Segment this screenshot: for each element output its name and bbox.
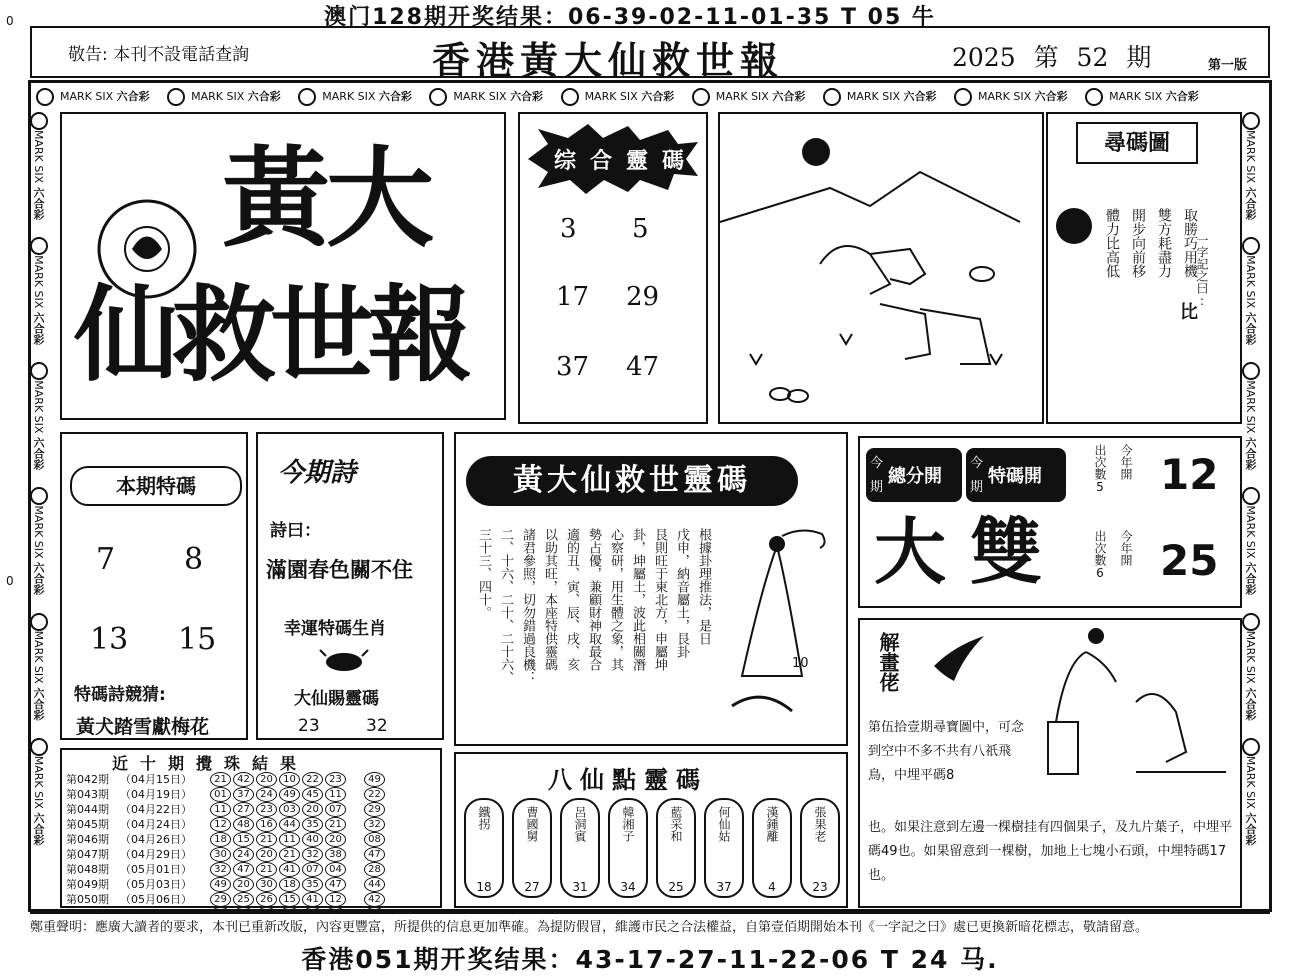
immortal-card: 韓湘子 34 [608,798,648,898]
riddle-text-2: 也。如果注意到左邊一棵樹挂有四個果子，及九片葉子，中埋平碼49也。如果留意到一棵樹，加地上七塊小石頭，中埋特碼17也。 [868,820,1233,883]
special-number: 7 [96,542,116,577]
flower-icon [429,88,447,106]
flower-icon [561,88,579,106]
flower-icon [167,88,185,106]
spirit-title: 黃大仙救世靈碼 [466,456,798,506]
lingma-number: 17 [556,282,590,312]
brush-stroke-icon [924,626,1014,690]
flower-icon [30,613,48,631]
lingma-number: 47 [626,352,660,382]
search-poem: 體力比高低 開步向前移 雙方耗盡力 取勝巧用機 [1104,208,1198,278]
special-panel [60,432,248,740]
table-row: 第050期 （05月06日） 29 25 26 15 41 12 42 [66,892,440,907]
table-row: 第048期 （05月01日） 32 47 21 41 07 04 28 [66,862,440,877]
immortal-card: 曹國舅 27 [512,798,552,898]
search-code-panel [1046,112,1242,424]
eight-title: 八仙點靈碼 [548,766,708,794]
flower-icon [1242,613,1260,631]
logo-panel [60,112,506,420]
ox-icon [320,646,368,676]
flower-icon [954,88,972,106]
double-result: 雙 [970,509,1043,594]
stat-count: 出次數5 [1093,444,1107,494]
gift-label: 大仙賜靈碼 [294,689,379,709]
footer-statement: 鄭重聲明：應廣大讀者的要求，本刊已重新改版，內容更豐富，所提供的信息更加準確。為提防假冒，維護市民之合法權益，自第壹佰期開始本刊《一字記之曰》處已更換新暗花標志，敬請留意。 [30,912,1270,942]
flower-icon [1242,112,1260,130]
total-open-badge: 今 期 總分開 [866,448,962,502]
open-panel [858,436,1242,608]
flower-icon [30,362,48,380]
lingma-panel [518,112,708,424]
lingma-number: 5 [632,214,649,244]
table-row: 第047期 （04月29日） 30 24 20 21 32 38 47 [66,847,440,862]
table-row: 第043期 （04月19日） 01 37 24 49 45 11 22 [66,787,440,802]
poem-title: 今期詩 [278,458,357,488]
gift-number: 32 [366,716,388,736]
special-number: 8 [184,542,204,577]
stat-count: 出次數6 [1093,530,1107,580]
history-title: 近十期攪珠結果 [112,754,309,773]
table-row: 第044期 （04月22日） 11 27 23 03 20 07 29 [66,802,440,817]
immortal-card: 呂洞賓 31 [560,798,600,898]
history-table [66,772,440,922]
figure-number: 10 [792,656,809,671]
search-answer: 比 [1180,302,1198,323]
special-number: 15 [178,622,217,657]
flower-icon [1085,88,1103,106]
guess-label: 特碼詩競猜: [74,685,166,705]
stat-number: 12 [1160,450,1219,499]
search-hint: 一字記之曰: [1195,234,1209,308]
issue-number: 52 [1076,43,1109,72]
poem-label: 詩曰： [270,521,321,541]
table-row: 第049期 （05月03日） 49 20 30 18 35 47 44 [66,877,440,892]
guess-text: 黃犬踏雪獻梅花 [76,716,210,738]
bottom-result-banner: 香港051期开奖结果：43-17-27-11-22-06 T 24 马. [301,945,999,974]
lingma-number: 3 [560,214,577,244]
lingma-number: 37 [556,352,590,382]
lingma-title: 综合靈碼 [554,149,699,174]
immortal-card: 漢鍾離 4 [752,798,792,898]
table-row: 第045期 （04月24日） 12 48 16 44 35 21 32 [66,817,440,832]
search-title: 尋碼圖 [1076,122,1198,164]
side-number: 0 [6,14,14,28]
table-row: 第042期 （04月15日） 21 42 20 10 22 23 49 [66,772,440,787]
flower-icon [1242,738,1260,756]
mark-six-strip-right: MARK SIX 六合彩 MARK SIX 六合彩 MARK SIX 六合彩 MARK SIX 六合彩 MARK SIX 六合彩 MARK SIX 六合彩 [1246,112,1266,902]
year: 2025 [952,43,1016,72]
goats-illustration [718,112,1044,424]
spirit-code-panel [454,432,848,746]
mark-six-strip-left: MARK SIX 六合彩 MARK SIX 六合彩 MARK SIX 六合彩 MARK SIX 六合彩 MARK SIX 六合彩 MARK SIX 六合彩 [34,112,54,902]
stat-label: 今年開 [1119,530,1133,566]
table-row: 第046期 （04月26日） 18 15 21 11 40 20 08 [66,832,440,847]
mark-six-strip: MARK SIX 六合彩 MARK SIX 六合彩 MARK SIX 六合彩 MARK SIX 六合彩 MARK SIX 六合彩 MARK SIX 六合彩 MARK SIX 六合彩 MARK SIX 六合彩 MARK SIX 六合彩 [34,88,1266,110]
immortal-card: 藍采和 25 [656,798,696,898]
stat-number: 25 [1160,536,1219,585]
flower-icon [30,237,48,255]
issue-prefix: 第 [1033,43,1059,72]
gift-number: 23 [298,716,320,736]
lingma-number: 29 [626,282,660,312]
flower-icon [823,88,841,106]
masthead-title: 香港黃大仙救世報 [432,38,785,83]
flower-icon [1242,487,1260,505]
issue-line [952,38,1151,74]
immortal-card: 何仙姑 37 [704,798,744,898]
history-panel [60,748,442,908]
big-result: 大 [874,509,947,594]
flower-icon [30,487,48,505]
riddle-text-1: 第伍拾壹期尋寶圖中，可念到空中不多不共有八祇飛鳥，中埋平碼8 [868,720,1025,783]
spirit-text: 根據卦理推法，是日 戊申，納音屬土，艮卦 艮則旺于東北方，申屬坤 卦，坤屬土，波此相關潛 心察研，用生體之象，其 勢占優，兼顧財神取最合 適的丑、寅、辰、戌、亥 以助其旺，本座特供靈碼 諸君參照，切勿錯過良機： 二、十六、二十、二十六、 三十三、四十。 [476,528,711,684]
special-number: 13 [90,622,129,657]
flower-icon [1242,237,1260,255]
flower-icon [1242,362,1260,380]
flower-icon [30,112,48,130]
immortal-card: 鐵拐 18 [464,798,504,898]
edition: 第一版 [1208,58,1248,73]
logo-title-bottom: 仙救世報 [74,273,467,396]
flower-icon [36,88,54,106]
issue-suffix: 期 [1126,43,1152,72]
mountain-goats-picture [720,114,1042,422]
stat-label: 今年開 [1119,444,1133,480]
lucky-zodiac-label: 幸運特碼生肖 [284,619,386,639]
side-number: 0 [6,574,14,588]
flower-icon [30,738,48,756]
poem-line: 滿園春色關不住 [266,558,413,582]
immortal-card: 張果老 23 [800,798,840,898]
special-title: 本期特碼 [70,466,242,506]
notice: 敬告: 本刊不設電話查詢 [68,45,250,65]
deity-figure-picture [732,526,832,716]
riddle-picture [1026,622,1240,802]
riddle-panel [858,618,1242,908]
riddle-title: 解畫佬 [876,632,900,692]
masthead [30,26,1270,83]
poem-panel [256,432,444,740]
logo-title-top: 黃大 [222,136,431,262]
eight-immortals-panel [454,752,848,908]
flower-icon [692,88,710,106]
top-result-banner: 澳门128期开奖结果：06-39-02-11-01-35 T 05 牛 [324,5,936,30]
black-circle-icon [1054,206,1094,246]
flower-icon [298,88,316,106]
special-open-badge: 今 期 特碼開 [966,448,1066,502]
